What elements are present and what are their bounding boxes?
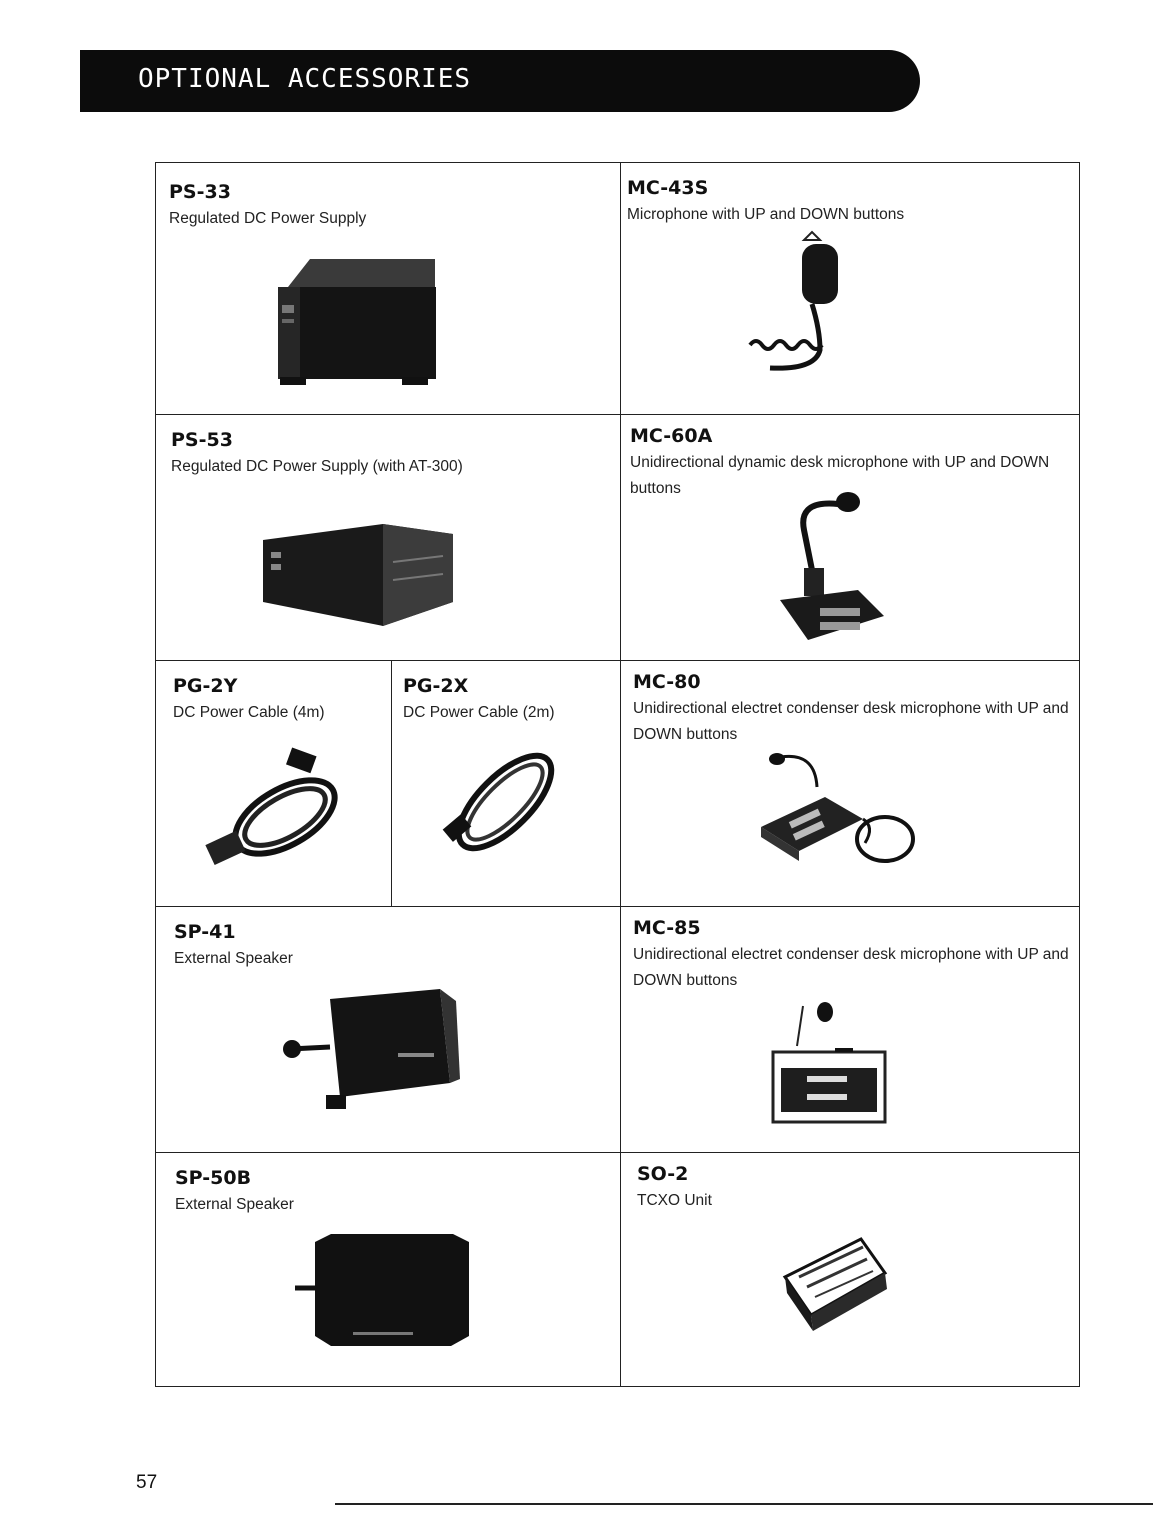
model-description: Unidirectional dynamic desk microphone with UP and DOWN buttons: [630, 454, 1050, 497]
cable-icon: [200, 747, 360, 887]
model-description: DC Power Cable (4m): [173, 704, 325, 721]
speaker-icon: [270, 987, 470, 1115]
accessory-mc-80: [633, 670, 1073, 748]
grid-line-row1: [155, 414, 1080, 415]
model-name: SP-41: [174, 921, 236, 943]
model-description: DC Power Cable (2m): [403, 704, 555, 721]
accessory-so-2: [637, 1162, 1067, 1214]
accessory-pg-2x: [403, 674, 613, 726]
model-description: Regulated DC Power Supply: [169, 210, 367, 227]
tcxo-unit-icon: [775, 1227, 895, 1337]
power-supply-icon: [270, 257, 440, 387]
cable-icon: [425, 734, 570, 872]
desk-microphone-icon: [767, 994, 892, 1132]
model-name: PG-2Y: [173, 675, 238, 697]
accessory-grid: [155, 162, 1080, 1387]
model-description: External Speaker: [175, 1196, 294, 1213]
power-supply-icon: [263, 522, 453, 632]
model-name: SO-2: [637, 1163, 689, 1185]
model-description: TCXO Unit: [637, 1192, 712, 1209]
grid-line-row3: [155, 906, 1080, 907]
grid-line-top: [155, 162, 1080, 163]
desk-microphone-icon: [755, 747, 920, 895]
model-description: Microphone with UP and DOWN buttons: [627, 206, 905, 223]
model-description: Unidirectional electret condenser desk microphone with UP and DOWN buttons: [633, 700, 1069, 743]
page-number: 57: [136, 1472, 158, 1493]
model-description: Regulated DC Power Supply (with AT-300): [171, 458, 463, 475]
model-name: MC-43S: [627, 177, 709, 199]
accessory-sp-50b: [175, 1166, 615, 1218]
accessory-mc-43s: [627, 176, 1067, 228]
accessory-mc-85: [633, 916, 1073, 994]
model-name: MC-85: [633, 917, 701, 939]
model-name: SP-50B: [175, 1167, 252, 1189]
grid-line-row2: [155, 660, 1080, 661]
model-name: MC-60A: [630, 425, 713, 447]
hand-microphone-icon: [740, 230, 860, 385]
model-name: PG-2X: [403, 675, 469, 697]
model-description: Unidirectional electret condenser desk microphone with UP and DOWN buttons: [633, 946, 1069, 989]
section-title: OPTIONAL ACCESSORIES: [138, 64, 472, 94]
model-description: External Speaker: [174, 950, 293, 967]
accessory-pg-2y: [173, 674, 383, 726]
model-name: PS-33: [169, 181, 231, 203]
accessory-ps-33: [169, 180, 609, 232]
speaker-icon: [291, 1232, 476, 1352]
model-name: PS-53: [171, 429, 233, 451]
accessory-sp-41: [174, 920, 614, 972]
desk-microphone-icon: [768, 490, 893, 648]
grid-line-middle: [620, 162, 621, 1387]
footer-rule: [335, 1503, 1153, 1505]
grid-line-pg-split: [391, 660, 392, 906]
grid-line-bottom: [155, 1386, 1080, 1387]
grid-line-right: [1079, 162, 1080, 1387]
model-name: MC-80: [633, 671, 701, 693]
accessory-ps-53: [171, 428, 611, 480]
grid-line-left: [155, 162, 156, 1387]
grid-line-row4: [155, 1152, 1080, 1153]
